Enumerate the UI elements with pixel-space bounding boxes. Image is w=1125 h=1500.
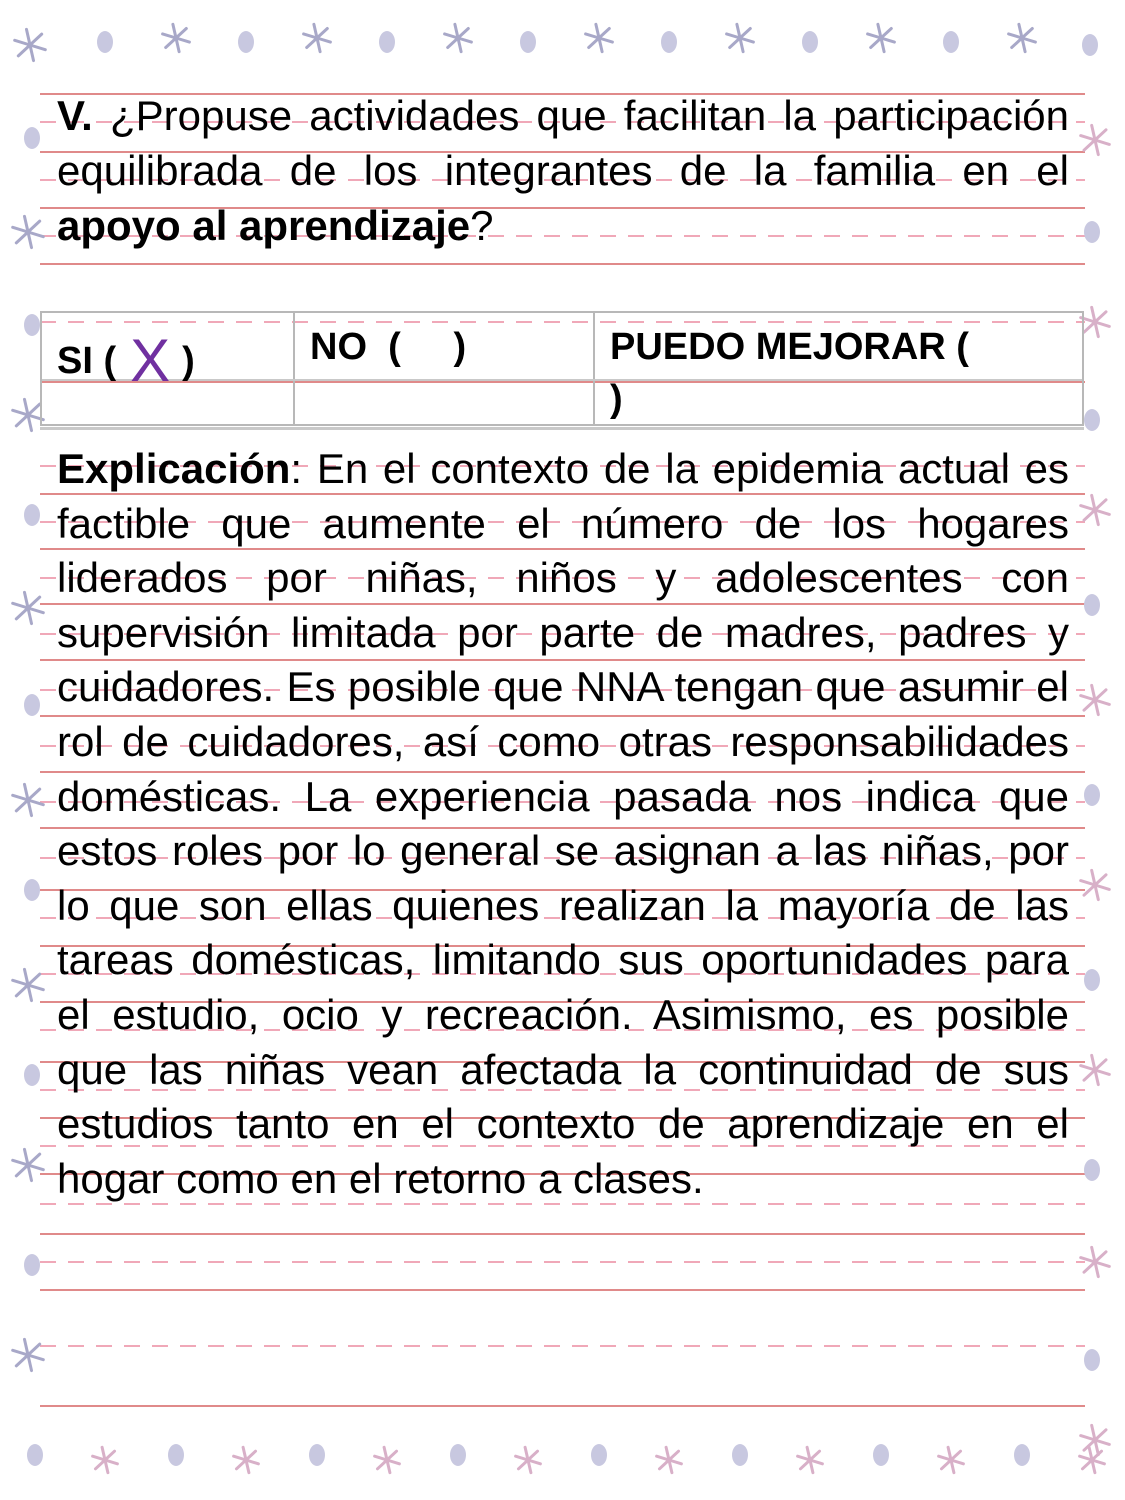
question-body: ¿Propuse actividades que facilitan la participación equilibrada de los integrantes de la familia en el [57,92,1069,194]
explanation-label: Explicación [57,445,291,492]
option-si-close: ) [182,340,195,382]
question-end: ? [470,202,494,249]
table-bottom-border [40,427,1084,430]
question-text [57,88,1069,253]
table-divider [293,313,295,424]
selected-mark: X [130,327,171,394]
explanation-text [57,442,1069,1206]
option-si[interactable] [57,327,195,394]
answer-table [40,311,1084,426]
option-puedo-mejorar-line2: ) [610,378,623,420]
option-si-open: SI ( [57,340,117,382]
explanation-body: : En el contexto de la epidemia actual es factible que aumente el número de los hogares liderados por niñas, niños y adolescentes con supervisión limitada por parte de madres, padres y cuidadores. Es posible que NNA tengan que asumir el rol de cuidadores, así como otras responsabilidades domésticas. La experiencia pasada nos indica que estos roles por lo general se asignan a las niñas, por lo que son ellas quienes realizan la mayoría de las tareas domésticas, limitando sus oportunidades para el estudio, ocio y recreación. Asimismo, es posible que las niñas vean afectada la continuidad de sus estudios tanto en el contexto de aprendizaje en el hogar como en el retorno a clases. [57,445,1069,1202]
option-puedo-mejorar[interactable] [610,321,969,425]
question-emphasis: apoyo al aprendizaje [57,202,471,249]
option-no[interactable]: NO ( ) [310,326,467,368]
table-divider [593,313,595,424]
question-number: V. [57,92,93,139]
option-puedo-mejorar-line1: PUEDO MEJORAR ( [610,326,969,368]
